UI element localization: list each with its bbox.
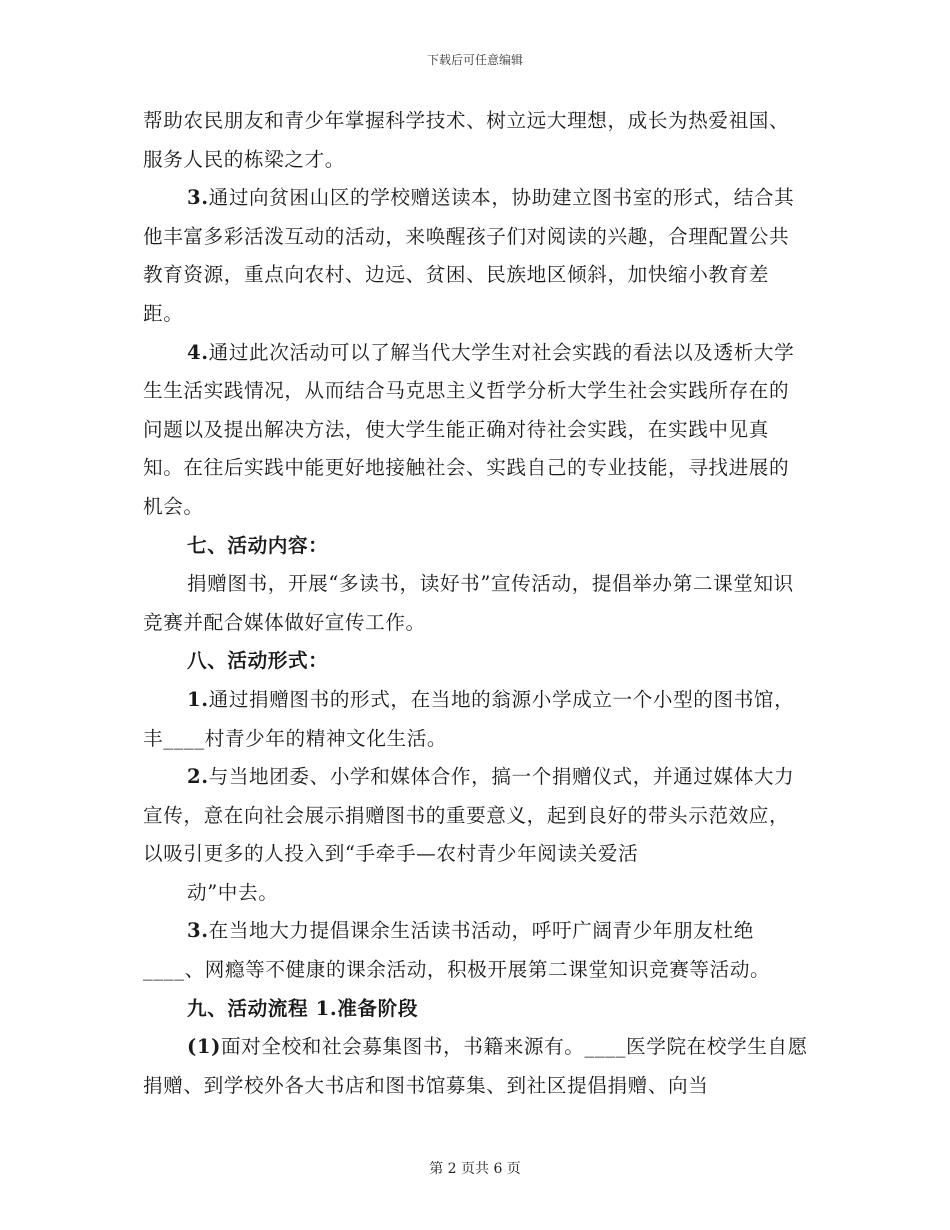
paragraph — [143, 179, 808, 333]
section-heading: 九、活动流程 1.准备阶段 — [187, 996, 419, 1020]
paragraph-text: 通过捐赠图书的形式，在当地的翁源小学成立一个小型的图书馆，丰____村青少年的精神文化生活。 — [143, 687, 795, 750]
list-number: 3. — [187, 919, 209, 943]
list-number: 3. — [187, 186, 209, 210]
page-number: 第 2 页共 6 页 — [429, 1161, 521, 1177]
document-body — [143, 102, 808, 1105]
paragraph-continuation: 动”中去。 — [187, 880, 279, 904]
paragraph-text: 与当地团委、小学和媒体合作，搞一个捐赠仪式，并通过媒体大力宣传，意在向社会展示捐赠图书的重要意义，起到良好的带头示范效应，以吸引更多的人投入到“手牵手—农村青少年阅读关爱活 — [143, 765, 795, 866]
paragraph — [143, 1028, 808, 1105]
paragraph-text: 通过向贫困山区的学校赠送读本，协助建立图书室的形式，结合其他丰富多彩活泼互动的活动，来唤醒孩子们对阅读的兴趣，合理配置公共教育资源，重点向农村、边远、贫困、民族地区倾斜，加快缩小教育差距。 — [143, 186, 795, 325]
paragraph — [143, 681, 808, 758]
page-header-note: 下载后可任意编辑 — [426, 53, 523, 67]
paragraph — [143, 912, 808, 989]
paragraph-text: 面对全校和社会募集图书，书籍来源有。____医学院在校学生自愿捐赠、到学校外各大书店和图书馆募集、到社区提倡捐赠、向当 — [143, 1035, 808, 1097]
paragraph — [143, 758, 808, 874]
paragraph-text: 通过此次活动可以了解当代大学生对社会实践的看法以及透析大学生生活实践情况，从而结合马克思主义哲学分析大学生社会实践所存在的问题以及提出解决方法，使大学生能正确对待社会实践，在实践中见真知。在往后实践中能更好地接触社会、实践自己的专业技能，寻找进展的机会。 — [143, 340, 795, 518]
list-number: 1. — [187, 687, 209, 711]
paragraph: 捐赠图书，开展“多读书，读好书”宣传活动，提倡举办第二课堂知识竞赛并配合媒体做好宣传工作。 — [143, 572, 794, 634]
paragraph: 帮助农民朋友和青少年掌握科学技术、树立远大理想，成长为热爱祖国、服务人民的栋梁之才。 — [143, 109, 790, 171]
list-number: 4. — [187, 340, 209, 364]
paragraph-text: 在当地大力提倡课余生活读书活动，呼吁广阔青少年朋友杜绝____、网瘾等不健康的课余活动，积极开展第二课堂知识竞赛等活动。 — [143, 919, 771, 982]
paragraph — [143, 334, 808, 527]
section-heading: 八、活动形式： — [187, 649, 329, 673]
section-heading: 七、活动内容： — [187, 533, 329, 557]
list-number: 2. — [187, 765, 209, 789]
list-number: (1) — [187, 1035, 221, 1059]
